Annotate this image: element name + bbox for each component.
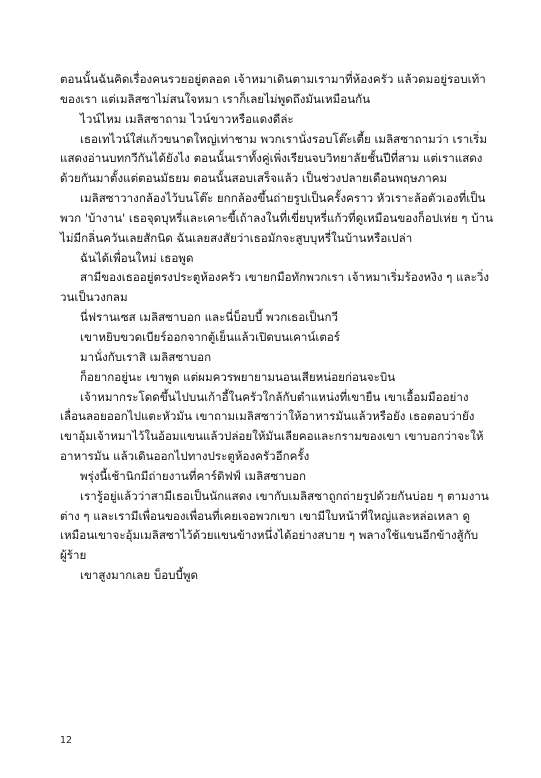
paragraph: สามีของเธออยู่ตรงประตูห้องครัว เขายกมือทักพวกเรา เจ้าหมาเริ่มร้องหงิง ๆ และวิ่งวนเป็นวงกลม	[60, 270, 490, 305]
paragraph: ก็อยากอยู่นะ เขาพูด แต่ผมควรพยายามนอนเสียหน่อยก่อนจะบิน	[80, 369, 396, 384]
paragraph: ตอนนั้นฉันคิดเรื่องคนรวยอยู่ตลอด เจ้าหมาเดินตามเรามาที่ห้องครัว แล้วดมอยู่รอบเท้าของเรา แต่เมลิสซาไม่สนใจหมา เราก็เลยไม่พูดถึงมันเหมือนกัน	[60, 72, 486, 106]
paragraph: เขาหยิบขวดเบียร์ออกจากตู้เย็นแล้วเปิดบนเคาน์เตอร์	[80, 329, 341, 344]
body-text	[60, 70, 496, 586]
paragraph: เรารู้อยู่แล้วว่าสามีเธอเป็นนักแสดง เขากับเมลิสซาถูกถ่ายรูปด้วยกันบ่อย ๆ ตามงานต่าง ๆ และเรามีเพื่อนของเพื่อนที่เคยเจอพวกเขา เขามีใบหน้าที่ใหญ่และหล่อเหลา ดูเหมือนเขาจะอุ้มเมลิสซาไว้ด้วยแขนข้างหนึ่งได้อย่างสบาย ๆ พลางใช้แขนอีกข้างสู้กับผู้ร้าย	[60, 488, 489, 563]
paragraph: นี่ฟรานเซส เมลิสซาบอก และนี่บ็อบบี้ พวกเธอเป็นกวี	[80, 310, 338, 325]
paragraph: เธอเทไวน์ใส่แก้วขนาดใหญ่เท่าชาม พวกเรานั่งรอบโต๊ะเตี้ย เมลิสซาถามว่า เราเริ่มแสดงอ่านบทกวีกันได้ยังไง ตอนนั้นเราทั้งคู่เพิ่งเรียนจบวิทยาลัยชั้นปีที่สาม แต่เราแสดงด้วยกันมาตั้งแต่ตอนมัธยม ตอนนั้นสอบเสร็จแล้ว เป็นช่วงปลายเดือนพฤษภาคม	[60, 131, 488, 186]
paragraph: พรุ่งนี้เช้านิกมีถ่ายงานที่คาร์ดิฟฟ์ เมลิสซาบอก	[80, 468, 307, 483]
paragraph: เจ้าหมากระโดดขึ้นไปบนเก้าอี้ในครัวใกล้กับตำแหน่งที่เขายืน เขาเอื้อมมืออย่างเลื่อนลอยออกไปแตะหัวมัน เขาถามเมลิสซาว่าให้อาหารมันแล้วหรือยัง เธอตอบว่ายัง เขาอุ้มเจ้าหมาไว้ในอ้อมแขนแล้วปล่อยให้มันเลียคอและกรามของเขา เขาบอกว่าจะให้อาหารมัน แล้วเดินออกไปทางประตูห้องครัวอีกครั้ง	[60, 389, 484, 464]
paragraph: ฉันได้เพื่อนใหม่ เธอพูด	[80, 250, 194, 265]
paragraph: ไวน์ไหม เมลิสซาถาม ไวน์ขาวหรือแดงดีล่ะ	[80, 111, 294, 126]
paragraph: มานั่งกับเราสิ เมลิสซาบอก	[80, 349, 212, 364]
paragraph: เมลิสซาวางกล้องไว้บนโต๊ะ ยกกล้องขึ้นถ่ายรูปเป็นครั้งคราว หัวเราะล้อตัวเองที่เป็นพวก 'บ้างาน' เธอจุดบุหรี่และเคาะขี้เถ้าลงในที่เขี่ยบุหรี่แก้วที่ดูเหมือนของก็อปเห่ย ๆ บ้านไม่มีกลิ่นควันเลยสักนิด ฉันเลยสงสัยว่าเธอมักจะสูบบุหรี่ในบ้านหรือเปล่า	[60, 191, 494, 245]
paragraph: เขาสูงมากเลย บ็อบบี้พูด	[80, 568, 199, 583]
page-number: 12	[60, 735, 73, 746]
